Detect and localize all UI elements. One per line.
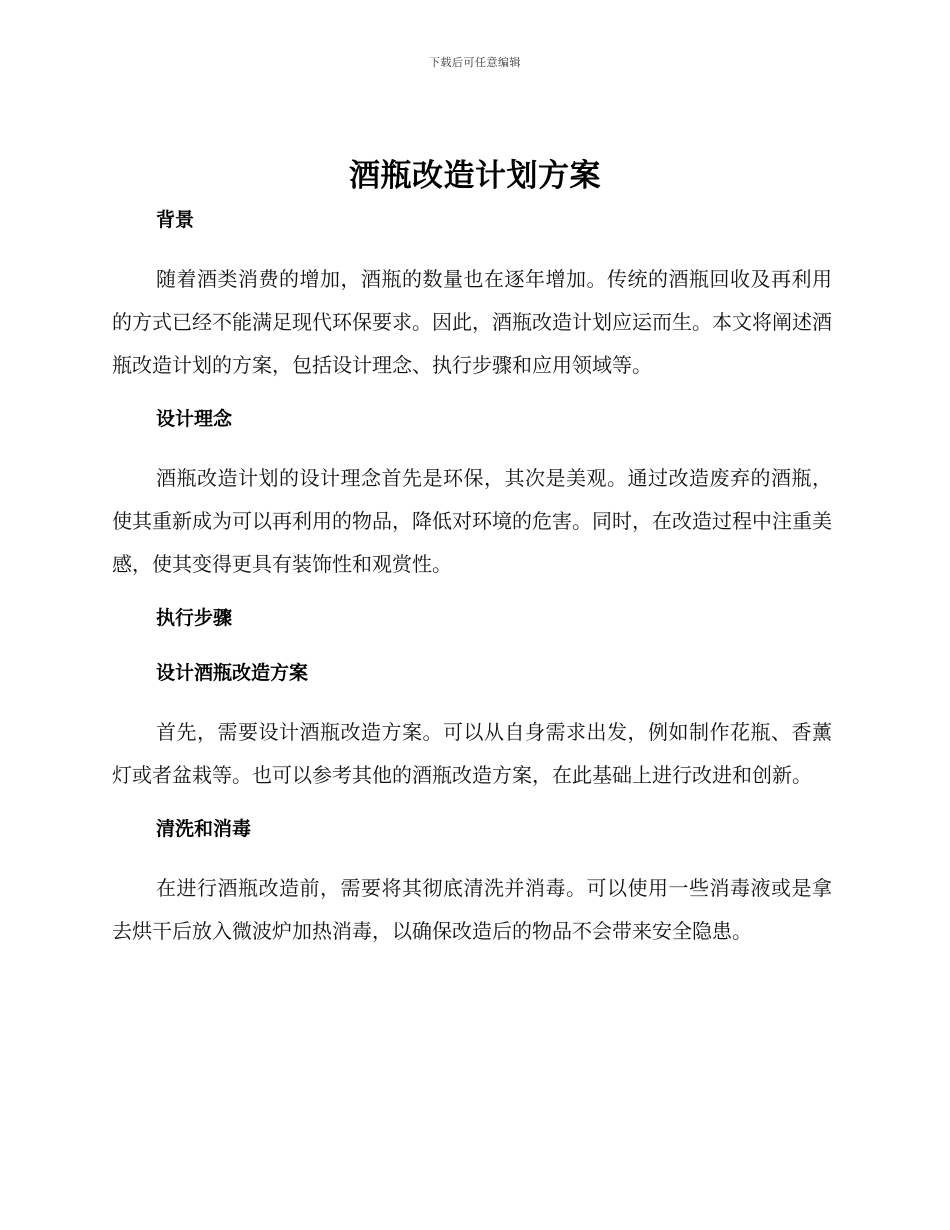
section-heading-design-plan: 设计酒瓶改造方案 xyxy=(156,662,309,684)
section-paragraph-design-plan: 首先，需要设计酒瓶改造方案。可以从自身需求出发，例如制作花瓶、香薰灯或者盆栽等。也可以参考其他的酒瓶改造方案，在此基础上进行改进和创新。 xyxy=(112,720,832,787)
page-header-note: 下载后可任意编辑 xyxy=(429,56,521,69)
section-paragraph-cleaning: 在进行酒瓶改造前，需要将其彻底清洗并消毒。可以使用一些消毒液或是拿去烘干后放入微波炉加热消毒，以确保改造后的物品不会带来安全隐患。 xyxy=(112,876,832,943)
document-body xyxy=(112,204,832,953)
section-heading-cleaning: 清洗和消毒 xyxy=(156,818,252,840)
document-title: 酒瓶改造计划方案 xyxy=(349,158,601,194)
section-paragraph-background: 随着酒类消费的增加，酒瓶的数量也在逐年增加。传统的酒瓶回收及再利用的方式已经不能满足现代环保要求。因此，酒瓶改造计划应运而生。本文将阐述酒瓶改造计划的方案，包括设计理念、执行步骤和应用领域等。 xyxy=(112,267,832,377)
section-heading-background: 背景 xyxy=(156,209,195,231)
section-paragraph-design-concept: 酒瓶改造计划的设计理念首先是环保，其次是美观。通过改造废弃的酒瓶，使其重新成为可以再利用的物品，降低对环境的危害。同时，在改造过程中注重美感，使其变得更具有装饰性和观赏性。 xyxy=(112,466,832,576)
section-heading-execution-steps: 执行步骤 xyxy=(156,607,233,629)
section-heading-design-concept: 设计理念 xyxy=(156,408,233,430)
